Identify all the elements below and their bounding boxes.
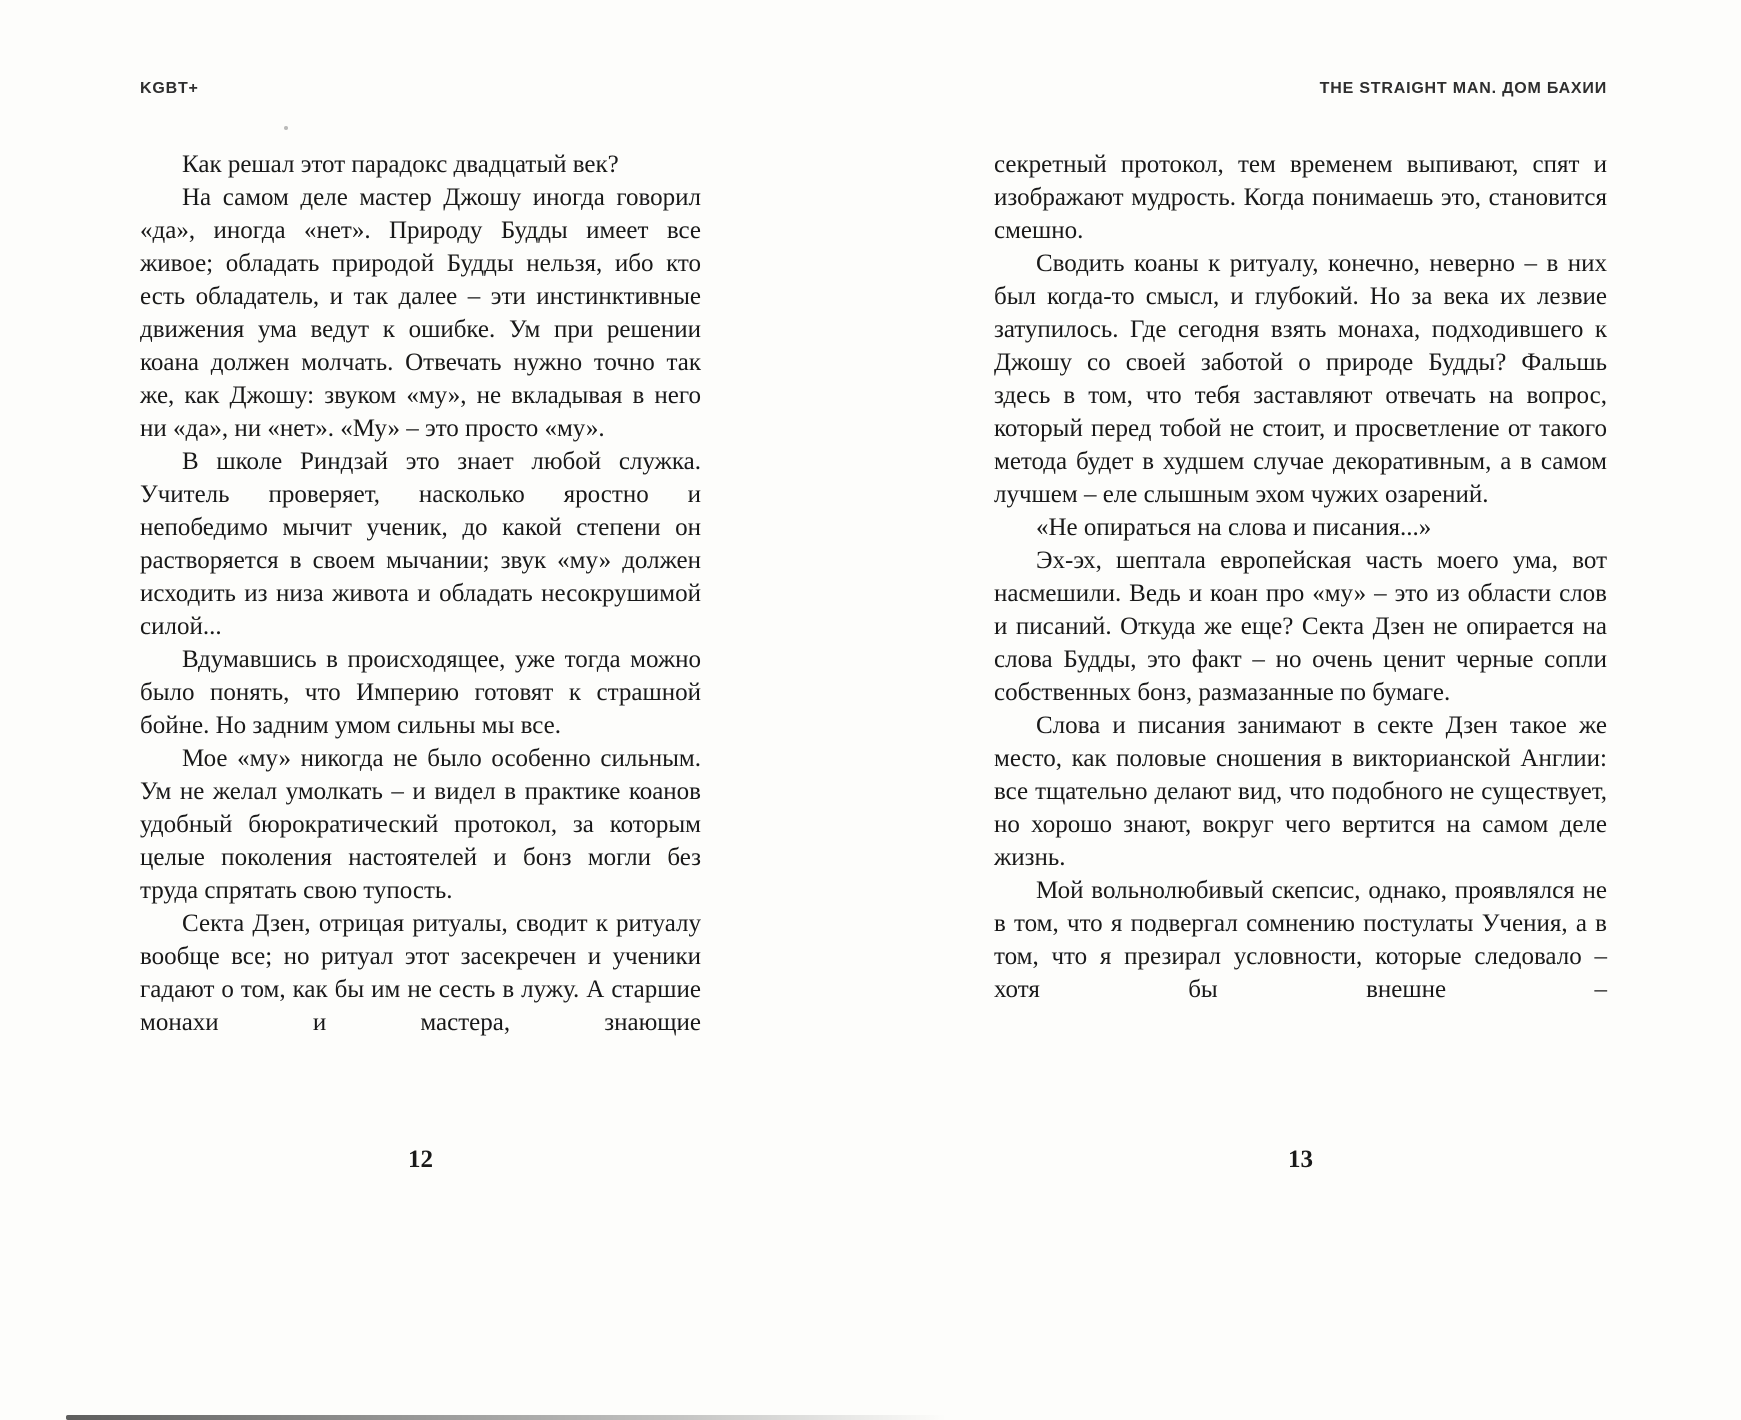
paragraph: Мой вольнолюбивый скепсис, однако, проявлялся не в том, что я подвергал сомнению постулаты Учения, а в том, что я презирал условности, которые следовало – хотя бы внешне –	[994, 877, 1607, 1003]
running-head-right: THE STRAIGHT MAN. ДОМ БАХИИ	[1319, 80, 1607, 97]
paragraph: Слова и писания занимают в секте Дзен такое же место, как половые сношения в викторианской Англии: все тщательно делают вид, что подобного не существует, но хорошо знают, вокруг чего вертится на самом деле жизнь.	[994, 712, 1607, 871]
page-number-right: 13	[1288, 1146, 1313, 1173]
scan-edge-artifact	[66, 1415, 946, 1420]
running-head-left: KGBT+	[140, 80, 199, 97]
paragraph: Как решал этот парадокс двадцатый век?	[182, 151, 619, 178]
page-number-left: 12	[408, 1146, 433, 1173]
paragraph: Мое «му» никогда не было особенно сильным. Ум не желал умолкать – и видел в практике коанов удобный бюрократический протокол, за которым целые поколения настоятелей и бонз могли без труда спрятать свою тупость.	[140, 745, 701, 904]
scan-speck	[284, 126, 288, 130]
paragraph: Вдумавшись в происходящее, уже тогда можно было понять, что Империю готовят к страшной бойне. Но задним умом сильны мы все.	[140, 646, 701, 739]
paragraph: На самом деле мастер Джошу иногда говорил «да», иногда «нет». Природу Будды имеет все живое; обладать природой Будды нельзя, ибо кто есть обладатель, и так далее – эти инстинктивные движения ума ведут к ошибке. Ум при решении коана должен молчать. Отвечать нужно точно так же, как Джошу: звуком «му», не вкладывая в него ни «да», ни «нет». «Му» – это просто «му».	[140, 184, 701, 442]
paragraph: Секта Дзен, отрицая ритуалы, сводит к ритуалу вообще все; но ритуал этот засекречен и ученики гадают о том, как бы им не сесть в лужу. А старшие монахи и мастера, знающие	[140, 910, 701, 1036]
page-right	[870, 0, 1741, 1420]
paragraph: Сводить коаны к ритуалу, конечно, неверно – в них был когда-то смысл, и глубокий. Но за века их лезвие затупилось. Где сегодня взять монаха, подходившего к Джошу со своей заботой о природе Будды? Фальшь здесь в том, что тебя заставляют отвечать на вопрос, который перед тобой не стоит, и просветление от такого метода будет в худшем случае декоративным, а в самом лучшем – еле слышным эхом чужих озарений.	[994, 250, 1607, 508]
paragraph: В школе Риндзай это знает любой служка. Учитель проверяет, насколько яростно и непобедимо мычит ученик, до какой степени он растворяется в своем мычании; звук «му» должен исходить из низа живота и обладать несокрушимой силой...	[140, 448, 701, 640]
paragraph: «Не опираться на слова и писания...»	[1036, 514, 1432, 541]
paragraph: Эх-эх, шептала европейская часть моего ума, вот насмешили. Ведь и коан про «му» – это из области слов и писаний. Откуда же еще? Секта Дзен не опирается на слова Будды, это факт – но очень ценит черные сопли собственных бонз, размазанные по бумаге.	[994, 547, 1607, 706]
paragraph: секретный протокол, тем временем выпивают, спят и изображают мудрость. Когда понимаешь это, становится смешно.	[994, 151, 1607, 244]
text-column-right	[994, 148, 1607, 1006]
text-column-left	[140, 148, 701, 1039]
page-left	[0, 0, 870, 1420]
